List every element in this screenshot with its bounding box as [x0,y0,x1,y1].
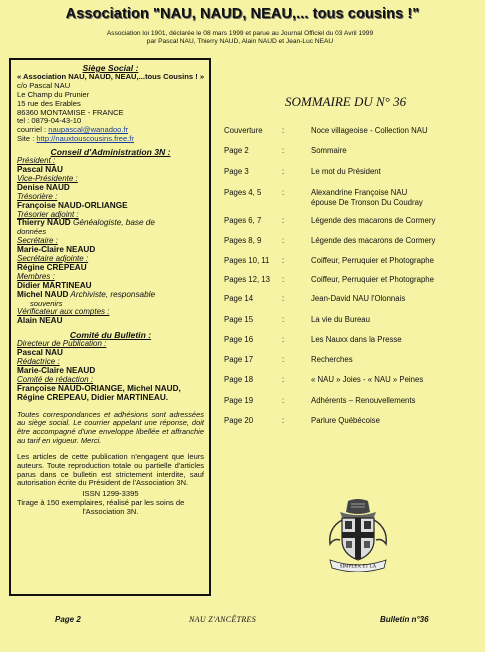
copyright-note: Les articles de cette publication n'engagent que leurs auteurs. Toute reproduction totale ou partielle d'articles parus dans ce bulletin est strictement interdite, sauf autorisation écrite du Président de l'Association 3N. [17,452,204,488]
toc-separator: : [282,236,285,245]
toc-page: Pages 4, 5 [224,188,262,197]
correspondance-note: Toutes correspondances et adhésions sont adressées au siège social. Le courrier appelant une réponse, doit être accompagné d'une enveloppe libellée et affranchie au tarif en vigueur. Merci. [17,409,204,445]
toc-page: Page 15 [224,315,254,324]
toc-title [311,355,481,365]
tirage-line: l'Association 3N. [82,506,139,516]
membre-role-cont: souvenirs [30,298,63,308]
toc-separator: : [282,188,285,197]
toc-title [311,416,481,426]
site-label: Site : [17,134,37,144]
toc-separator: : [282,335,285,344]
comite-members: Françoise NAUD-ORIANGE, Michel NAUD, [17,383,181,393]
footer-bulletin: Bulletin n°36 [380,615,429,624]
secretaire-adj-name: Régine CREPEAU [17,262,87,272]
siege-line: c/o Pascal NAU [17,80,71,90]
redactrice-name: Marie-Claire NEAUD [17,365,96,375]
comite-label: Comité de rédaction : [17,374,94,384]
toc-separator: : [282,256,285,265]
crest-helmet-icon [340,499,376,519]
toc-title [311,275,481,285]
toc-row [224,315,480,335]
issn: ISSN 1299-3395 [82,489,139,499]
tirage-line: Tirage à 150 exemplaires, réalisé par les soins de [17,498,185,508]
toc-separator: : [282,294,285,303]
toc-separator: : [282,216,285,225]
association-title: Association "NAU, NAUD, NEAU,... tous cousins !" [65,6,420,22]
tresorier-adj-role: Généalogiste, base de [70,218,155,228]
secretaire-adj-label: Secrétaire adjointe : [17,254,89,264]
siege-line: tel : 0879-04-43-10 [17,116,82,126]
siege-line: 15 rue des Erables [17,98,81,108]
toc-title-text: Légende des macarons de Cormery [311,216,436,225]
footer-page-number: Page 2 [55,615,81,624]
email-label: courriel : [17,125,49,135]
toc-title [311,335,481,345]
toc-page: Pages 10, 11 [224,256,270,265]
toc-row [224,256,480,276]
toc-page: Page 16 [224,335,254,344]
toc-page: Pages 8, 9 [224,236,262,245]
toc-title-text: Légende des macarons de Cormery [311,236,436,245]
toc-title [311,315,481,325]
toc-title-text: Sommaire [311,146,347,155]
tresorier-adj-role-cont: données [17,227,47,237]
conseil-heading: Conseil d'Administration 3N : [50,147,171,158]
verif-label: Vérificateur aux comptes : [17,307,110,317]
toc-title-text: La vie du Bureau [311,315,370,324]
toc-title-text: Adhérents – Renouvellements [311,396,416,405]
founders-line: par Pascal NAU, Thierry NAUD, Alain NAUD et Jean-Luc NEAU [146,38,334,45]
crest-motto-banner [330,560,386,572]
toc-title [311,146,481,156]
footer-publication: NAU Z'ANCÊTRES [189,615,257,624]
redactrice-label: Rédactrice : [17,357,60,366]
toc-page: Pages 12, 13 [224,275,270,284]
toc-page: Pages 6, 7 [224,216,262,225]
toc-title-text: Noce villageoise - Collection NAU [311,126,428,135]
vice-label: Vice-Présidente : [17,173,78,183]
toc-row [224,126,480,146]
toc-row [224,275,480,295]
toc-separator: : [282,396,285,405]
vice-name: Denise NAUD [17,182,70,192]
siege-heading: Siège Social : [82,63,139,73]
toc-title-text: Jean-David NAU l'Olonnais [311,294,406,303]
tresoriere-name: Françoise NAUD-ORLIANGE [17,200,128,210]
toc-row [224,416,480,436]
membre-name-text: Michel NAUD [17,289,69,299]
directeur-label: Directeur de Publication : [17,339,107,349]
tresoriere-label: Trésorière : [17,191,58,201]
toc-title-text-cont: épouse De Tronson Du Coudray [311,198,423,207]
toc-title-text: Recherches [311,355,353,364]
sommaire-title: SOMMAIRE DU N° 36 [285,94,407,109]
crest-shield-icon [342,518,374,560]
toc-title-text: Coiffeur, Perruquier et Photographe [311,256,434,265]
toc-title-text: « NAU » Joies - « NAU » Peines [311,375,424,384]
siege-line: « Association NAU, NAUD, NEAU,...tous Cousins ! » [17,71,205,81]
toc-separator: : [282,375,285,384]
toc-title [311,188,481,208]
toc-separator: : [282,146,285,155]
toc-row [224,355,480,375]
toc-row [224,216,480,236]
toc-title-text: Les Nauxx dans la Presse [311,335,402,344]
membre-name: Didier MARTINEAU [17,280,92,290]
toc-page: Page 20 [224,416,254,425]
toc-page: Page 19 [224,396,254,405]
toc-row [224,294,480,314]
secretaire-name: Marie-Claire NEAUD [17,245,96,255]
toc-separator: : [282,315,285,324]
toc-title-text: Parlure Québécoise [311,416,380,425]
toc-page: Page 2 [224,146,249,155]
toc-title [311,167,481,177]
toc-row [224,335,480,355]
toc-title [311,294,481,304]
toc-title-text: Le mot du Président [311,167,381,176]
toc-row [224,146,480,166]
membres-label: Membres : [17,271,55,281]
toc-title [311,396,481,406]
tresorier-adj-label: Trésorier adjoint : [17,209,79,219]
comite-heading: Comité du Bulletin : [69,330,152,341]
toc-row [224,396,480,416]
site-link[interactable]: http://nauxtouscousins.free.fr [36,134,134,144]
president-label: Président : [17,156,56,166]
toc-page: Page 17 [224,355,254,364]
membre-role: Archiviste, responsable [68,289,156,299]
toc-row [224,236,480,256]
comite-members: Régine CREPEAU, Didier MARTINEAU. [17,392,169,402]
toc-page: Page 18 [224,375,254,384]
tresorier-adj-name-text: Thierry NAUD [17,218,71,228]
toc-separator: : [282,355,285,364]
toc-page: Page 14 [224,294,254,303]
toc-title [311,126,481,136]
toc-separator: : [282,275,285,284]
toc-separator: : [282,416,285,425]
toc-row [224,188,480,208]
toc-title [311,256,481,266]
toc-page: Couverture [224,126,263,135]
crest-emblem [318,498,398,572]
info-box [9,58,211,596]
crest-motto: SIMPLEX ET LA [339,564,377,570]
secretaire-label: Secrétaire : [17,236,58,246]
site-line [17,135,204,144]
president-name: Pascal NAU [17,164,63,174]
association-subtitle [60,30,420,46]
toc-title-text: Alexandrine Françoise NAU [311,188,408,197]
declaration-line: Association loi 1901, déclarée le 08 mars 1999 et parue au Journal Officiel du 03 Avril 1999 [106,30,374,37]
siege-line: Le Champ du Prunier [17,89,90,99]
email-link[interactable]: naupascal@wanadoo.fr [48,125,129,135]
toc-title-text: Coiffeur, Perruquier et Photographe [311,275,434,284]
directeur-name: Pascal NAU [17,348,63,358]
toc-title [311,216,481,226]
toc-row [224,375,480,395]
toc-separator: : [282,126,285,135]
toc-page: Page 3 [224,167,249,176]
toc-row [224,167,480,187]
verif-name: Alain NEAU [17,316,63,326]
toc-title [311,375,481,385]
toc-title [311,236,481,246]
siege-line: 86360 MONTAMISE - FRANCE [17,107,124,117]
toc-separator: : [282,167,285,176]
